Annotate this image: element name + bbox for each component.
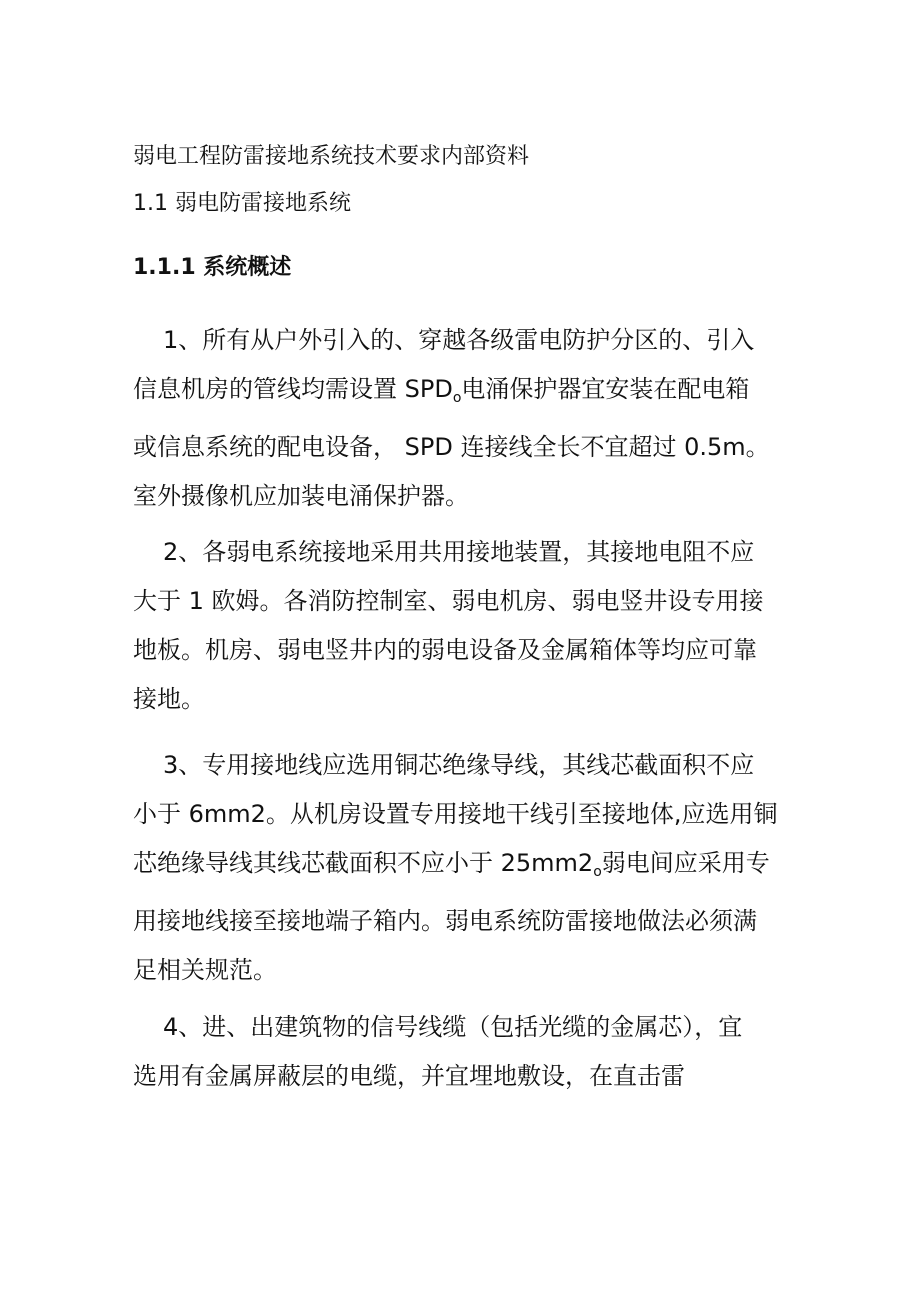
paragraph-2 — [133, 528, 793, 724]
subscript-mark: o — [452, 390, 462, 406]
paragraph-line: 4、进、出建筑物的信号线缆（包括光缆的金属芯），宜 — [163, 1013, 743, 1041]
paragraph-line: 地板。机房、弱电竖井内的弱电设备及金属箱体等均应可靠 — [133, 636, 757, 664]
paragraph-line: 选用有金属屏蔽层的电缆，并宜埋地敷设，在直击雷 — [133, 1062, 685, 1090]
paragraph-line — [133, 365, 793, 423]
line-text: 芯绝缘导线其线芯截面积不应小于 25mm2 — [133, 849, 594, 877]
paragraph-4 — [133, 1003, 793, 1101]
paragraph-line: 大于 1 欧姆。各消防控制室、弱电机房、弱电竖井设专用接 — [133, 587, 764, 615]
paragraph-line: 1、所有从户外引入的、穿越各级雷电防护分区的、引入 — [163, 326, 755, 354]
paragraph-line: 3、专用接地线应选用铜芯绝缘导线，其线芯截面积不应 — [163, 751, 755, 779]
paragraph-line: 足相关规范。 — [133, 956, 277, 984]
section-heading: 1.1 弱电防雷接地系统 — [133, 191, 351, 216]
paragraph-line: 或信息系统的配电设备， SPD 连接线全长不宜超过 0.5m。 — [133, 433, 770, 461]
paragraph-line: 接地。 — [133, 685, 205, 713]
line-text: 电涌保护器宜安装在配电箱 — [461, 375, 750, 403]
paragraph-line: 用接地线接至接地端子箱内。弱电系统防雷接地做法必须满 — [133, 907, 757, 935]
subscript-mark: o — [593, 864, 602, 880]
paragraph-line — [133, 839, 793, 897]
paragraph-line: 2、各弱电系统接地采用共用接地装置，其接地电阻不应 — [163, 538, 755, 566]
paragraph-line: 室外摄像机应加装电涌保护器。 — [133, 482, 469, 510]
line-text: 弱电间应采用专 — [601, 849, 770, 877]
paragraph-3 — [133, 741, 793, 995]
line-text: 信息机房的管线均需设置 SPD — [133, 375, 453, 403]
paragraph-line: 小于 6mm2。从机房设置专用接地干线引至接地体,应选用铜 — [133, 800, 778, 828]
document-title: 弱电工程防雷接地系统技术要求内部资料 — [133, 144, 530, 169]
subsection-heading: 1.1.1 系统概述 — [133, 255, 292, 280]
paragraph-1 — [133, 316, 793, 521]
